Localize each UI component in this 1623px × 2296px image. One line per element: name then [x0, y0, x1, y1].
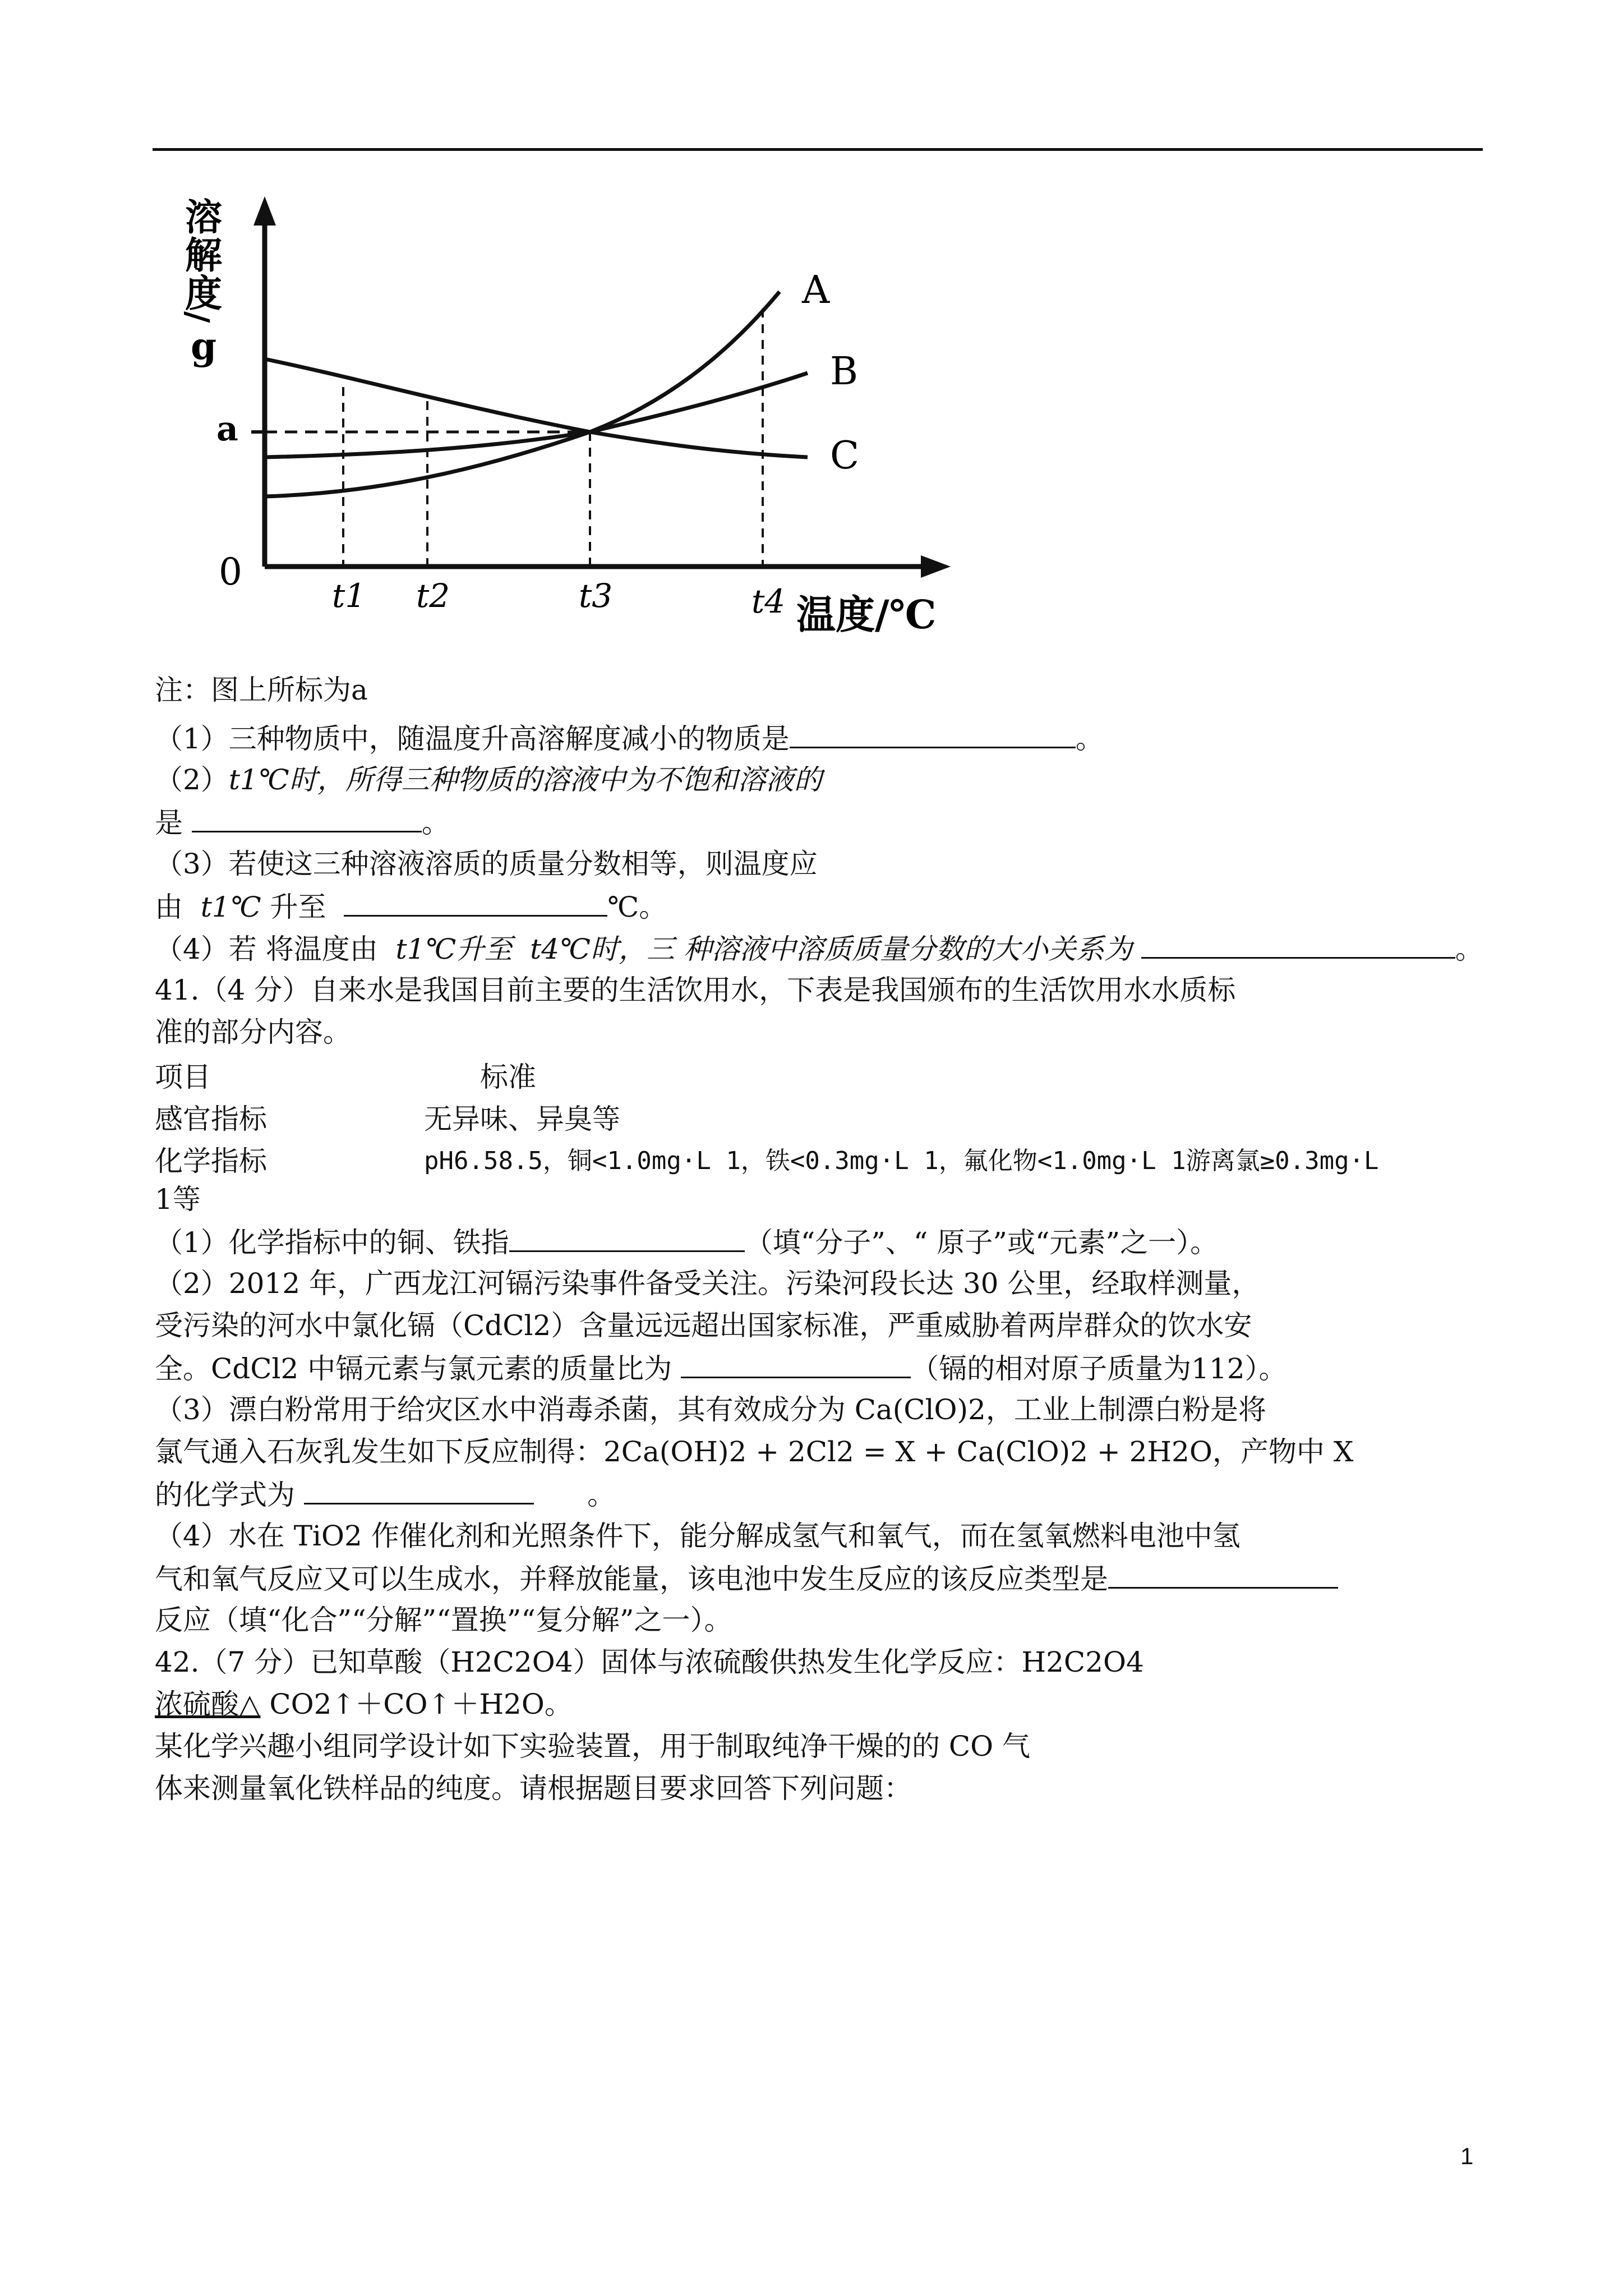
y-label-char: 解: [185, 233, 222, 277]
question-41-2-line-cont: [155, 1309, 1501, 1342]
question-text: t4℃时，三 种溶液中溶质质量分数的大小关系为: [530, 933, 1132, 965]
reaction-condition: 浓硫酸△: [155, 1688, 261, 1720]
question-text: （4）若 将温度由: [155, 933, 378, 965]
curve-b: [265, 373, 808, 457]
question-text: ℃。: [607, 891, 667, 923]
curve-c: [265, 359, 808, 457]
y-label-char: 度: [185, 272, 222, 315]
question-text: （1）化学指标中的铜、铁指: [155, 1226, 509, 1259]
question-41-1-line: [155, 1225, 1501, 1259]
origin-label: 0: [219, 550, 242, 593]
answer-blank[interactable]: [1141, 931, 1455, 959]
question-text: （2）2012 年，广西龙江河镉污染事件备受关注。污染河段长达 30 公里，经取样测量，: [155, 1267, 1260, 1300]
answer-blank[interactable]: [304, 1477, 534, 1504]
table-row-cont: [155, 1182, 1501, 1216]
page-number: 1: [1460, 2143, 1474, 2169]
question-text: t1℃时，所得三种物质的溶液中为不饱和溶液的: [228, 763, 822, 796]
answer-blank[interactable]: [681, 1351, 911, 1378]
y-label-char: g: [191, 324, 217, 368]
table-header-row: [155, 1060, 1501, 1094]
question-3-line-cont: [155, 889, 1501, 924]
question-text: 。: [1075, 723, 1104, 755]
answer-blank[interactable]: [509, 1225, 745, 1252]
t-label: t1: [332, 577, 366, 615]
question-2-line: [155, 763, 1501, 797]
question-41-2-line: [155, 1267, 1501, 1300]
question-text: 是: [155, 807, 183, 839]
t-label: t2: [416, 577, 450, 615]
question-41-3-line-cont: [155, 1477, 1501, 1512]
question-text: 升至: [270, 891, 326, 923]
question-text: 某化学兴趣小组同学设计如下实验装置，用于制取纯净干燥的的 CO 气: [155, 1730, 1031, 1763]
question-text: （3）漂白粉常用于给灾区水中消毒杀菌，其有效成分为 Ca(ClO)2，工业上制漂白粉是将: [155, 1393, 1266, 1426]
question-text: 氯气通入石灰乳发生如下反应制得：2Ca(OH)2 + 2Cl2 = X + Ca(ClO)2 + 2H2O，产物中 X: [155, 1435, 1354, 1468]
question-text: 的化学式为: [155, 1479, 295, 1511]
question-text: 准的部分内容。: [155, 1016, 351, 1048]
x-axis-label: 温度/℃: [796, 591, 937, 638]
problem-42-line-cont: [155, 1729, 1501, 1763]
curve-label-b: B: [830, 349, 858, 394]
t-label: t3: [579, 577, 613, 615]
curve-a: [265, 292, 780, 496]
problem-41-line-cont: [155, 1015, 1501, 1049]
problem-42-line-cont: [155, 1687, 1501, 1721]
y-axis-arrow: [253, 196, 276, 226]
table-header-cell: 项目: [155, 1061, 211, 1093]
table-cell: 无异味、异臭等: [424, 1103, 620, 1135]
answer-blank[interactable]: [1108, 1561, 1338, 1589]
problem-42-line-cont: [155, 1772, 1501, 1805]
table-cell: pH6.58.5，铜<1.0mg·L 1，铁<0.3mg·L 1，氟化物<1.0mg·L 1游离氯≥0.3mg·L: [424, 1147, 1379, 1175]
question-text: （1）三种物质中，随温度升高溶解度减小的物质是: [155, 723, 790, 755]
question-text: 全。CdCl2 中镉元素与氯元素的质量比为: [155, 1352, 672, 1385]
question-text: 受污染的河水中氯化镉（CdCl2）含量远远超出国家标准，严重威胁着两岸群众的饮水安: [155, 1309, 1252, 1342]
table-row: [155, 1144, 1501, 1178]
question-41-3-line: [155, 1393, 1501, 1427]
curve-label-c: C: [830, 434, 860, 478]
solubility-curve-svg: [168, 185, 1021, 656]
question-text: 气和氧气反应又可以生成水，并释放能量，该电池中发生反应的该反应类型是: [155, 1563, 1108, 1595]
question-text: 。: [421, 807, 450, 839]
table-cell: 1等: [155, 1183, 201, 1216]
table-row: [155, 1102, 1501, 1136]
question-41-4-line: [155, 1519, 1501, 1553]
question-text: t1℃升至: [395, 933, 513, 965]
question-text: 。: [1455, 933, 1483, 965]
question-text: （填“分子”、“ 原子”或“元素”之一）。: [744, 1226, 1219, 1259]
question-41-3-line-cont: [155, 1435, 1501, 1469]
answer-blank[interactable]: [192, 805, 422, 832]
question-41-4-line-cont: [155, 1603, 1501, 1637]
t-label: t4: [751, 582, 786, 620]
curve-label-a: A: [802, 268, 830, 312]
question-1-line: [155, 721, 1501, 756]
question-41-4-line-cont: [155, 1561, 1501, 1596]
question-text: （3）若使这三种溶液溶质的质量分数相等，则温度应: [155, 848, 818, 880]
note-text: 注：图上所标为a: [155, 674, 368, 706]
solubility-curve-figure: [168, 185, 1021, 656]
question-text: t1℃: [200, 891, 261, 923]
question-text: 41.（4 分）自来水是我国目前主要的生活饮用水，下表是我国颁布的生活饮用水水质标: [155, 974, 1236, 1006]
x-axis-arrow: [921, 555, 951, 578]
table-cell: 化学指标: [155, 1145, 267, 1177]
question-text: 由: [155, 891, 183, 923]
y-label-char: /: [179, 311, 216, 323]
problem-42-line: [155, 1645, 1501, 1679]
question-text: 。: [587, 1479, 616, 1511]
question-2-line-cont: [155, 805, 1501, 840]
a-mark-label: a: [216, 409, 238, 449]
question-text: （2）: [155, 763, 229, 796]
question-3-line: [155, 847, 1501, 881]
y-label-char: 溶: [185, 195, 222, 239]
note-line: [155, 673, 1501, 707]
question-text: （4）水在 TiO2 作催化剂和光照条件下，能分解成氢气和氧气，而在氢氧燃料电池中氢: [155, 1520, 1241, 1552]
answer-blank[interactable]: [790, 721, 1076, 748]
question-4-line: [155, 931, 1501, 966]
problem-41-line: [155, 973, 1501, 1007]
answer-blank[interactable]: [344, 889, 607, 917]
question-41-2-line-cont: [155, 1351, 1501, 1386]
table-cell: 感官指标: [155, 1103, 267, 1135]
table-header-cell: 标准: [480, 1061, 536, 1093]
question-text: CO2↑＋CO↑＋H2O。: [260, 1688, 573, 1720]
header-rule: [153, 148, 1483, 151]
question-text: （镉的相对原子质量为112）。: [911, 1352, 1287, 1385]
question-text: 反应（填“化合”“分解”“置换”“复分解”之一）。: [155, 1604, 732, 1636]
question-text: 体来测量氧化铁样品的纯度。请根据题目要求回答下列问题：: [155, 1772, 912, 1805]
question-text: 42.（7 分）已知草酸（H2C2O4）固体与浓硫酸供热发生化学反应：H2C2O4: [155, 1646, 1144, 1678]
